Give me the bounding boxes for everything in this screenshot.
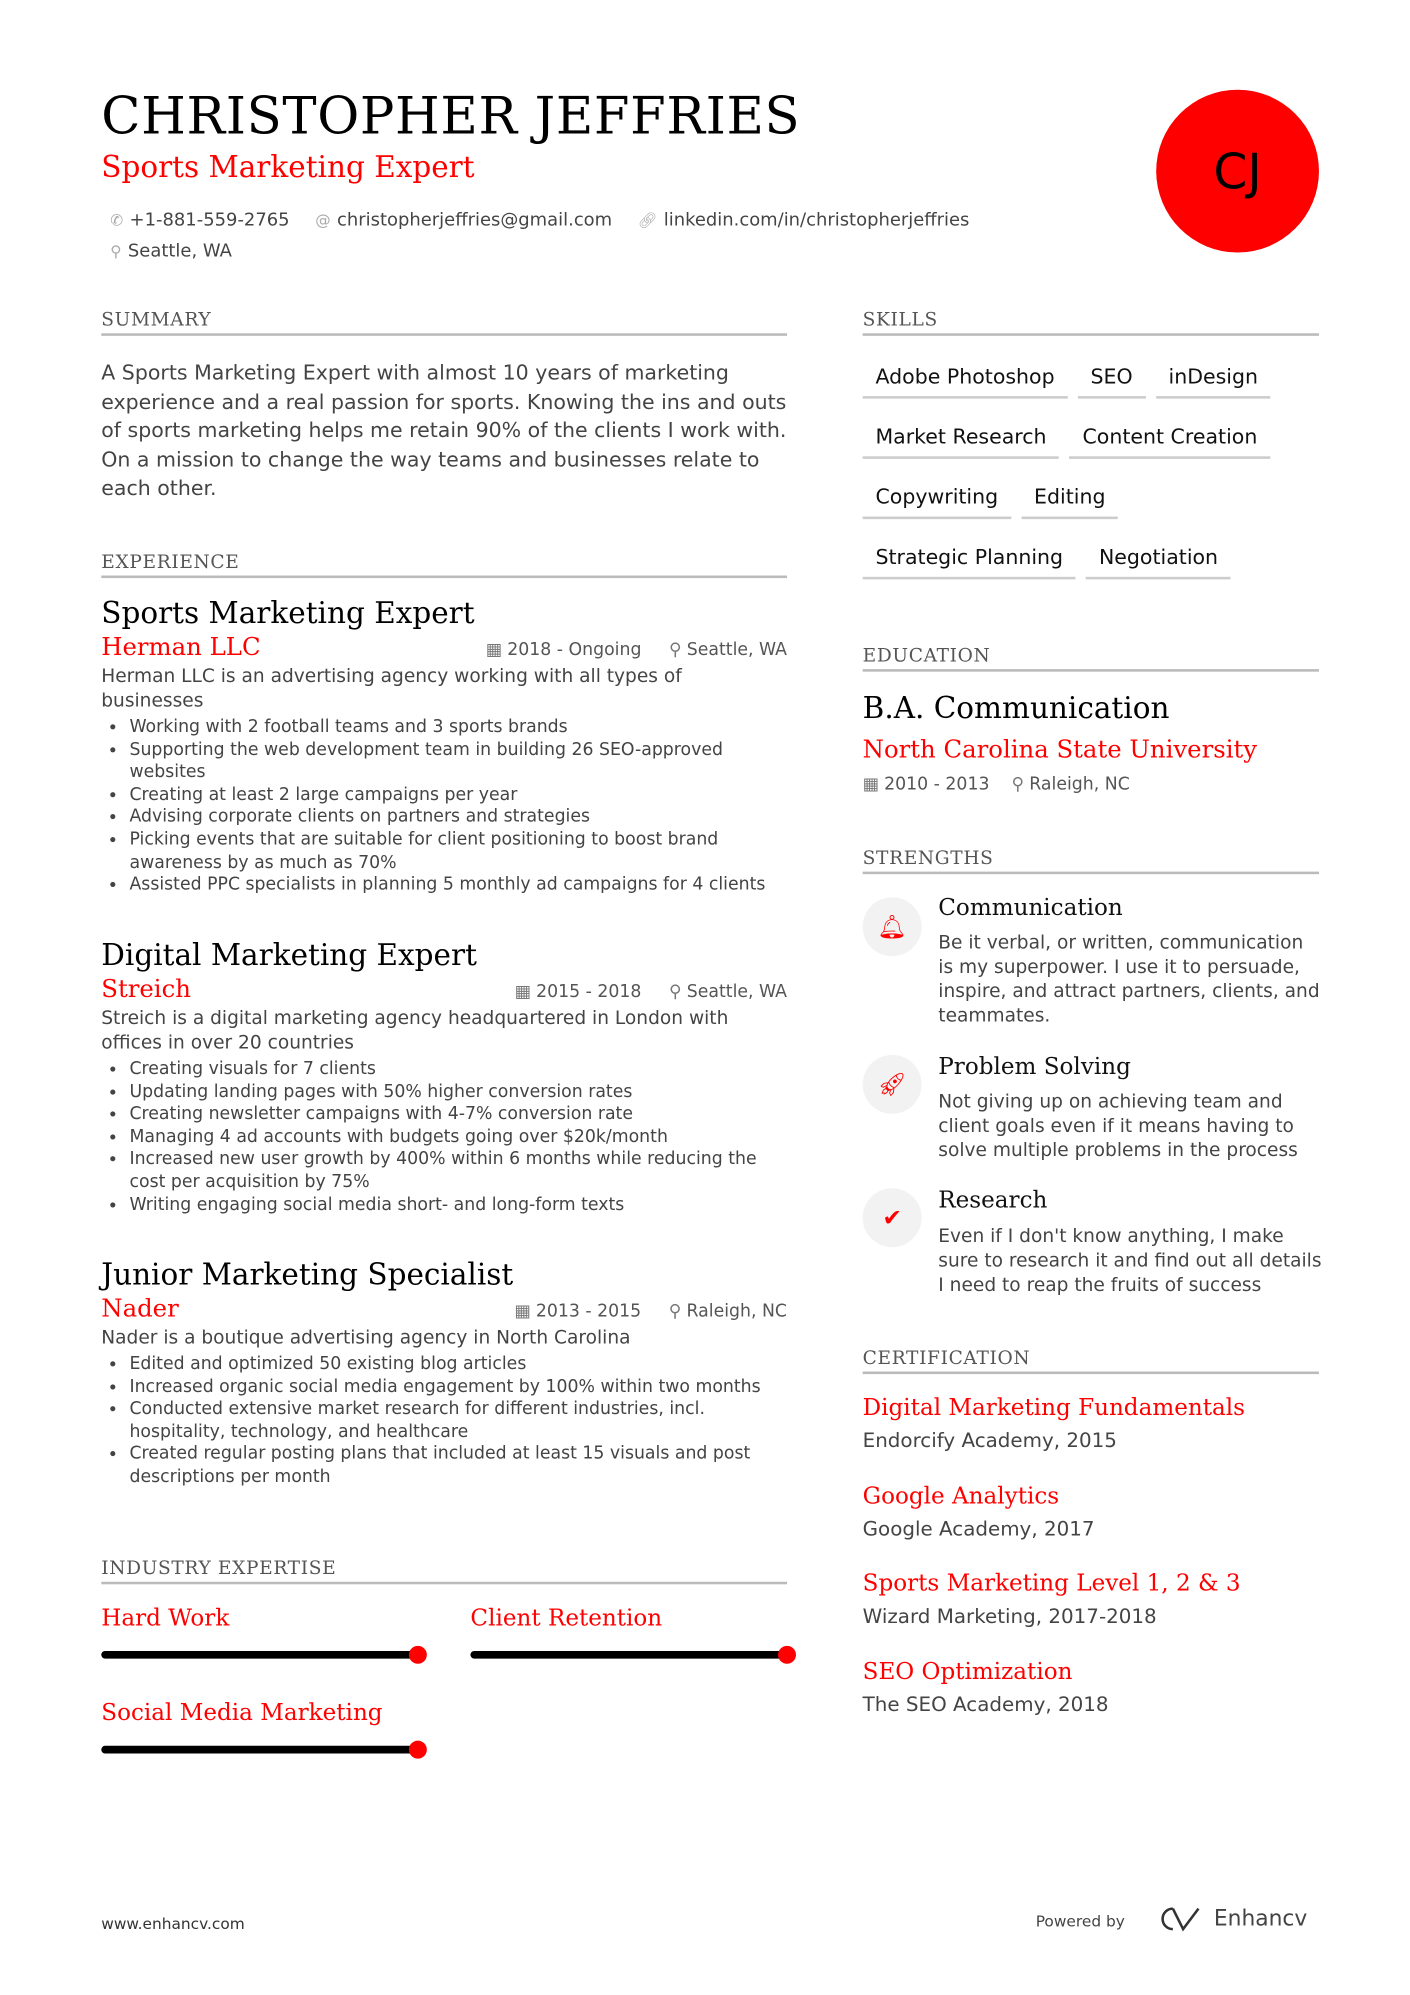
skill-tag: Content Creation — [1070, 424, 1271, 459]
phone-icon: ✆ — [110, 211, 124, 230]
expertise-level-dot — [778, 1646, 796, 1664]
cert-issuer: Wizard Marketing, 2017-2018 — [862, 1604, 1157, 1628]
expertise-bar — [101, 1746, 418, 1754]
job-bullet: • Increased organic social media engagement by 100% within two months — [129, 1376, 787, 1399]
skill-tag: Editing — [1021, 485, 1118, 520]
cert-title: Google Analytics — [862, 1483, 1060, 1510]
job-title: Digital Marketing Expert — [101, 939, 477, 973]
summary-text: A Sports Marketing Expert with almost 10 years of marketing experience and a real passion for sports. Knowing the ins and outs of sports marketing helps me retain 90% of the clients I work with. On a mission to change the way teams and businesses relate to each other. — [101, 360, 787, 500]
phone-text: +1-881-559-2765 — [129, 210, 290, 231]
experience-item — [101, 1259, 787, 1489]
job-location: Raleigh, NC — [686, 1301, 788, 1322]
calendar-icon: ▦ — [514, 1301, 531, 1322]
expertise-bar — [470, 1651, 787, 1659]
job-dates: 2013 - 2015 — [535, 1301, 642, 1322]
job-meta — [486, 640, 787, 661]
education-dates: 2010 - 2013 — [884, 774, 990, 795]
job-title: Junior Marketing Specialist — [101, 1258, 514, 1293]
expertise-level-dot — [409, 1741, 427, 1759]
certification-item — [863, 1395, 1319, 1453]
job-bullet: • Creating visuals for 7 clients — [129, 1059, 787, 1082]
job-bullets — [101, 1059, 787, 1217]
at-icon: @ — [315, 211, 331, 230]
linkedin-text: linkedin.com/in/christopherjeffries — [663, 210, 970, 231]
location-row — [110, 241, 232, 262]
experience-item — [101, 940, 787, 1217]
company-name: Streich — [101, 975, 191, 1004]
expertise-label: Hard Work — [101, 1604, 230, 1632]
job-bullet: • Creating at least 2 large campaigns per year — [129, 784, 787, 807]
cert-issuer: Google Academy, 2017 — [862, 1517, 1095, 1541]
job-bullets — [101, 1354, 787, 1489]
strength-title: Research — [938, 1186, 1048, 1214]
skill-tag: Copywriting — [863, 485, 1011, 520]
summary-heading: SUMMARY — [101, 310, 787, 336]
job-bullet: • Conducted extensive market research for different industries, incl. hospitality, technology, and healthcare — [129, 1399, 787, 1444]
job-bullet: • Updating landing pages with 50% higher conversion rates — [129, 1081, 787, 1104]
experience-heading: EXPERIENCE — [101, 552, 787, 578]
company-name: Nader — [101, 1294, 179, 1323]
job-title: Sports Marketing Expert — [101, 597, 475, 631]
job-bullet: • Picking events that are suitable for client positioning to boost brand awareness by as much as 70% — [129, 829, 787, 874]
contact-row — [110, 210, 969, 231]
enhancv-brand-text: Enhancv — [1213, 1906, 1308, 1932]
location-pin-icon: ⚲ — [668, 1301, 682, 1322]
job-bullet: • Created regular posting plans that included at least 15 visuals and post descriptions per month — [129, 1444, 787, 1489]
job-location: Seattle, WA — [686, 639, 788, 661]
cert-title: Sports Marketing Level 1, 2 & 3 — [862, 1570, 1241, 1598]
location-pin-icon: ⚲ — [668, 639, 682, 661]
education-location: Raleigh, NC — [1029, 774, 1130, 795]
job-bullet: • Advising corporate clients on partners and strategies — [129, 807, 787, 830]
job-bullet: • Working with 2 football teams and 3 sports brands — [129, 717, 787, 740]
company-description: Streich is a digital marketing agency headquartered in London with offices in over 20 countries — [101, 1008, 729, 1054]
strength-desc: Be it verbal, or written, communication is my superpower. I use it to persuade, inspire, and attract partners, clients, and teammates. — [938, 933, 1320, 1027]
certification-item — [863, 1659, 1319, 1717]
experience-item — [101, 597, 787, 897]
skill-tag: Market Research — [863, 424, 1060, 459]
company-description: Herman LLC is an advertising agency working with all types of businesses — [101, 666, 682, 712]
location-pin-icon: ⚲ — [1011, 774, 1025, 795]
job-bullet: • Increased new user growth by 400% within 6 months while reducing the cost per acquisition by 75% — [129, 1149, 787, 1194]
expertise-level-dot — [409, 1646, 427, 1664]
job-bullet: • Assisted PPC specialists in planning 5 monthly ad campaigns for 4 clients — [129, 874, 787, 897]
email[interactable] — [315, 210, 612, 231]
skill-tag: Negotiation — [1086, 545, 1231, 580]
avatar: CJ — [1156, 90, 1319, 253]
skill-tag: SEO — [1078, 364, 1146, 399]
rocket-icon: 🚀︎ — [863, 1055, 922, 1114]
link-icon: 🔗︎ — [637, 211, 658, 230]
skills-heading: SKILLS — [863, 310, 1319, 336]
skill-tag: inDesign — [1156, 364, 1271, 399]
job-bullet: • Supporting the web development team in building 26 SEO-approved websites — [129, 739, 787, 784]
job-bullet: • Writing engaging social media short- and long-form texts — [129, 1194, 787, 1217]
linkedin[interactable] — [638, 210, 970, 231]
job-dates: 2018 - Ongoing — [507, 639, 642, 661]
degree: B.A. Communication — [862, 692, 1170, 726]
enhancv-logo-icon — [1155, 1905, 1204, 1933]
job-location: Seattle, WA — [686, 981, 788, 1003]
company-description: Nader is a boutique advertising agency in North Carolina — [101, 1327, 631, 1349]
skills-list — [863, 364, 1319, 605]
expertise-label: Social Media Marketing — [101, 1699, 383, 1727]
cert-title: Digital Marketing Fundamentals — [862, 1394, 1245, 1422]
candidate-name: CHRISTOPHER JEFFRIES — [101, 87, 801, 147]
job-meta — [515, 982, 787, 1003]
location-text: Seattle, WA — [127, 240, 232, 262]
education-heading: EDUCATION — [863, 646, 1319, 672]
job-dates: 2015 - 2018 — [536, 981, 642, 1003]
cert-issuer: Endorcify Academy, 2015 — [862, 1429, 1117, 1453]
calendar-icon: ▦ — [514, 981, 531, 1003]
candidate-title: Sports Marketing Expert — [101, 151, 475, 185]
powered-by-label: Powered by — [1035, 1912, 1125, 1931]
certification-heading: CERTIFICATION — [863, 1348, 1319, 1374]
job-bullet: • Edited and optimized 50 existing blog articles — [129, 1354, 787, 1377]
job-bullet: • Managing 4 ad accounts with budgets going over $20k/month — [129, 1126, 787, 1149]
school: North Carolina State University — [862, 735, 1258, 764]
certification-item — [863, 1483, 1319, 1541]
certification-item — [863, 1570, 1319, 1628]
email-text: christopherjeffries@gmail.com — [337, 210, 613, 231]
footer-site-link[interactable]: www.enhancv.com — [101, 1915, 245, 1933]
bell-icon: 🔔︎ — [863, 897, 922, 956]
location-pin-icon: ⚲ — [110, 242, 122, 261]
expertise-bar — [101, 1651, 418, 1659]
strengths-heading: STRENGTHS — [863, 849, 1319, 875]
enhancv-logo[interactable] — [1155, 1905, 1307, 1933]
strength-title: Communication — [938, 894, 1123, 922]
job-meta — [514, 1301, 787, 1322]
skill-tag: Strategic Planning — [863, 545, 1076, 580]
strength-item — [863, 897, 922, 956]
company-name: Herman LLC — [101, 633, 261, 662]
job-bullets — [101, 717, 787, 897]
calendar-icon: ▦ — [485, 639, 503, 661]
job-bullet: • Creating newsletter campaigns with 4-7% conversion rate — [129, 1104, 787, 1127]
cert-issuer: The SEO Academy, 2018 — [862, 1693, 1109, 1717]
education-meta — [863, 774, 1319, 795]
location-pin-icon: ⚲ — [668, 981, 682, 1003]
calendar-icon: ▦ — [862, 774, 880, 795]
cert-title: SEO Optimization — [862, 1658, 1073, 1686]
phone[interactable] — [110, 210, 289, 231]
check-icon: ✔ — [863, 1188, 922, 1247]
strength-desc: Even if I don't know anything, I make sure to research it and find out all details I need to reap the fruits of success — [938, 1226, 1322, 1296]
expertise-heading: INDUSTRY EXPERTISE — [101, 1559, 787, 1585]
strength-desc: Not giving up on achieving team and client goals even if it means having to solve multiple problems in the process — [938, 1092, 1298, 1162]
strength-title: Problem Solving — [938, 1053, 1131, 1081]
skill-tag: Adobe Photoshop — [863, 364, 1068, 399]
expertise-label: Client Retention — [470, 1604, 663, 1632]
